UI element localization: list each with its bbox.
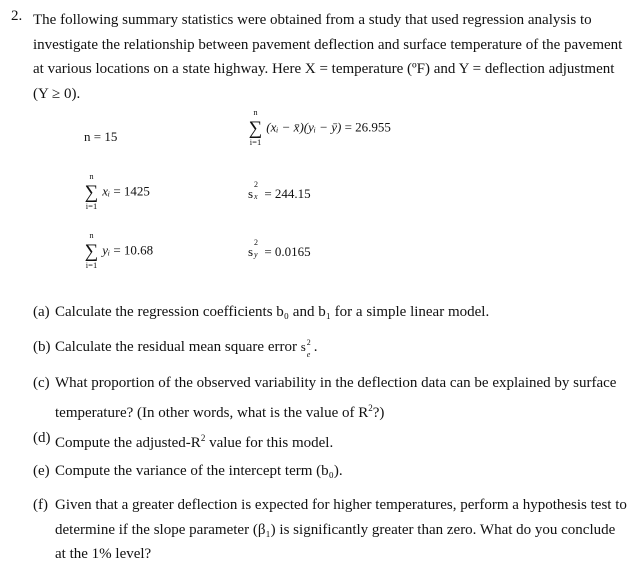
s-subscript-x: x xyxy=(254,192,258,201)
part-label: (a) xyxy=(33,304,50,320)
part-text-before: Compute the adjusted-R xyxy=(55,435,201,451)
part-label: (c) xyxy=(33,375,50,391)
s-base: s xyxy=(300,339,306,354)
part-power: 2 xyxy=(368,402,373,413)
part-text-before: What proportion of the observed variability in the deflection data can be explained by surface temperature? (In other words, what is the value of R xyxy=(55,375,617,421)
part-text-after: value for this model. xyxy=(205,435,334,451)
part-label: (b) xyxy=(33,339,51,355)
question-intro: The following summary statistics were obtained from a study that used regression analysis to investigate the relationship between pavement deflection and surface temperature of the pavement at various locations on a state highway. Here X = temperature (ºF) and Y = deflection adjustment (Y ≥ 0). xyxy=(33,12,623,103)
sigma-symbol: ∑ xyxy=(84,182,99,203)
part-label: (f) xyxy=(33,497,48,513)
variance-symbol-y xyxy=(248,238,261,260)
part-d xyxy=(33,426,628,456)
part-text xyxy=(33,335,628,360)
summation-sign xyxy=(84,230,99,270)
sum-upper-limit: n xyxy=(89,171,94,181)
stat-sum-y-value: = 10.68 xyxy=(113,242,154,258)
s-subscript-y: y xyxy=(254,250,258,259)
stat-sum-x xyxy=(84,171,150,211)
variance-symbol-e xyxy=(301,335,314,360)
part-a xyxy=(33,300,628,325)
part-c xyxy=(33,371,628,425)
stat-sum-x-variable: xᵢ xyxy=(102,183,111,199)
part-f xyxy=(33,493,628,567)
part-power: 2 xyxy=(200,433,206,443)
stat-sum-x-value: = 1425 xyxy=(113,183,150,199)
part-text: Calculate the regression coefficients b₀ and b₁ for a simple linear model. xyxy=(55,304,490,320)
s-power: 2 xyxy=(254,180,258,189)
variance-symbol-x xyxy=(248,180,261,202)
summation-sign xyxy=(84,171,99,211)
part-text-before: Calculate the residual mean square error xyxy=(55,339,297,355)
part-text: Compute the variance of the intercept term (b₀). xyxy=(55,463,343,479)
stat-sy2-value: = 0.0165 xyxy=(264,244,311,259)
stat-sx2 xyxy=(248,180,311,202)
sigma-symbol: ∑ xyxy=(84,241,99,262)
part-text xyxy=(33,426,628,456)
stat-sxy xyxy=(248,107,391,147)
s-power: 2 xyxy=(254,238,258,247)
sigma-symbol: ∑ xyxy=(248,118,263,139)
s-base: s xyxy=(248,244,254,259)
part-label: (d) xyxy=(33,430,51,446)
s-base: s xyxy=(248,186,254,201)
part-label: (e) xyxy=(33,463,50,479)
part-text: Given that a greater deflection is expected for higher temperatures, perform a hypothesis test to determine if the slope parameter (β₁) is significantly greater than zero. What do you conclude at the 1% level? xyxy=(55,497,627,562)
sum-lower-limit: i=1 xyxy=(85,260,98,270)
stat-n xyxy=(84,129,117,145)
stat-n-text: n = 15 xyxy=(84,129,118,144)
sum-lower-limit: i=1 xyxy=(85,201,98,211)
stat-sum-y xyxy=(84,230,154,270)
sum-upper-limit: n xyxy=(89,230,94,240)
question-number: 2. xyxy=(11,8,23,24)
stat-sx2-value: = 244.15 xyxy=(264,186,311,201)
s-subscript-e: e xyxy=(306,350,311,359)
part-text-after: . xyxy=(313,339,318,355)
sum-lower-limit: i=1 xyxy=(249,137,262,147)
stat-sum-y-variable: yᵢ xyxy=(102,242,111,258)
stat-sxy-value: = 26.955 xyxy=(344,119,391,135)
s-power: 2 xyxy=(306,338,311,347)
part-text-after: ?) xyxy=(372,404,385,421)
part-e xyxy=(33,459,628,484)
summation-sign xyxy=(248,107,263,147)
part-text xyxy=(33,371,628,425)
stat-sxy-expression: (xᵢ − x̄)(yᵢ − ȳ) xyxy=(266,119,342,135)
part-b xyxy=(33,335,628,360)
sum-upper-limit: n xyxy=(253,107,258,117)
stat-sy2 xyxy=(248,238,311,260)
